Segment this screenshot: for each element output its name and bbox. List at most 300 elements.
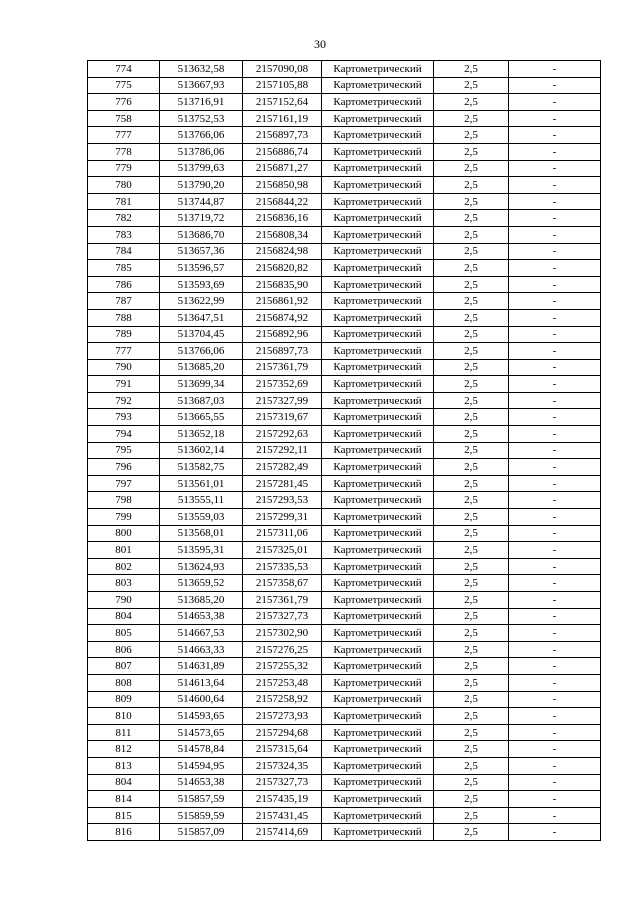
point-number-cell: 811 [88, 724, 160, 741]
y-coordinate-cell: 2157327,99 [243, 392, 322, 409]
note-cell: - [509, 276, 601, 293]
accuracy-cell: 2,5 [434, 392, 509, 409]
x-coordinate-cell: 513786,06 [160, 143, 243, 160]
accuracy-cell: 2,5 [434, 409, 509, 426]
x-coordinate-cell: 513704,45 [160, 326, 243, 343]
accuracy-cell: 2,5 [434, 724, 509, 741]
x-coordinate-cell: 514653,38 [160, 608, 243, 625]
y-coordinate-cell: 2157105,88 [243, 77, 322, 94]
method-cell: Картометрический [322, 210, 434, 227]
y-coordinate-cell: 2157152,64 [243, 94, 322, 111]
accuracy-cell: 2,5 [434, 260, 509, 277]
method-cell: Картометрический [322, 608, 434, 625]
method-cell: Картометрический [322, 459, 434, 476]
y-coordinate-cell: 2157324,35 [243, 757, 322, 774]
method-cell: Картометрический [322, 592, 434, 609]
x-coordinate-cell: 513686,70 [160, 226, 243, 243]
x-coordinate-cell: 513647,51 [160, 309, 243, 326]
note-cell: - [509, 160, 601, 177]
x-coordinate-cell: 513559,03 [160, 509, 243, 526]
accuracy-cell: 2,5 [434, 807, 509, 824]
accuracy-cell: 2,5 [434, 160, 509, 177]
table-row [88, 708, 601, 725]
y-coordinate-cell: 2157319,67 [243, 409, 322, 426]
note-cell: - [509, 426, 601, 443]
note-cell: - [509, 708, 601, 725]
y-coordinate-cell: 2156897,73 [243, 127, 322, 144]
accuracy-cell: 2,5 [434, 658, 509, 675]
accuracy-cell: 2,5 [434, 625, 509, 642]
note-cell: - [509, 94, 601, 111]
table-row [88, 326, 601, 343]
x-coordinate-cell: 515857,09 [160, 824, 243, 841]
note-cell: - [509, 210, 601, 227]
page-number: 30 [314, 37, 326, 51]
y-coordinate-cell: 2157090,08 [243, 61, 322, 78]
table-row [88, 442, 601, 459]
x-coordinate-cell: 513685,20 [160, 359, 243, 376]
y-coordinate-cell: 2157282,49 [243, 459, 322, 476]
note-cell: - [509, 143, 601, 160]
y-coordinate-cell: 2157253,48 [243, 674, 322, 691]
table-row [88, 492, 601, 509]
x-coordinate-cell: 514653,38 [160, 774, 243, 791]
y-coordinate-cell: 2156824,98 [243, 243, 322, 260]
method-cell: Картометрический [322, 426, 434, 443]
x-coordinate-cell: 514613,64 [160, 674, 243, 691]
coordinates-table [87, 60, 601, 841]
table-row [88, 575, 601, 592]
table-row [88, 359, 601, 376]
note-cell: - [509, 691, 601, 708]
accuracy-cell: 2,5 [434, 475, 509, 492]
point-number-cell: 784 [88, 243, 160, 260]
y-coordinate-cell: 2157293,53 [243, 492, 322, 509]
note-cell: - [509, 724, 601, 741]
y-coordinate-cell: 2157414,69 [243, 824, 322, 841]
table-row [88, 625, 601, 642]
table-row [88, 77, 601, 94]
point-number-cell: 794 [88, 426, 160, 443]
note-cell: - [509, 343, 601, 360]
method-cell: Картометрический [322, 260, 434, 277]
table-row [88, 459, 601, 476]
method-cell: Картометрический [322, 193, 434, 210]
note-cell: - [509, 575, 601, 592]
y-coordinate-cell: 2156892,96 [243, 326, 322, 343]
note-cell: - [509, 459, 601, 476]
x-coordinate-cell: 513632,58 [160, 61, 243, 78]
method-cell: Картометрический [322, 741, 434, 758]
table-row [88, 426, 601, 443]
y-coordinate-cell: 2157361,79 [243, 592, 322, 609]
note-cell: - [509, 392, 601, 409]
x-coordinate-cell: 514594,95 [160, 757, 243, 774]
y-coordinate-cell: 2157161,19 [243, 110, 322, 127]
point-number-cell: 816 [88, 824, 160, 841]
x-coordinate-cell: 514600,64 [160, 691, 243, 708]
x-coordinate-cell: 513582,75 [160, 459, 243, 476]
point-number-cell: 789 [88, 326, 160, 343]
accuracy-cell: 2,5 [434, 641, 509, 658]
note-cell: - [509, 509, 601, 526]
method-cell: Картометрический [322, 276, 434, 293]
x-coordinate-cell: 513657,36 [160, 243, 243, 260]
method-cell: Картометрический [322, 61, 434, 78]
method-cell: Картометрический [322, 110, 434, 127]
x-coordinate-cell: 513699,34 [160, 376, 243, 393]
y-coordinate-cell: 2157273,93 [243, 708, 322, 725]
note-cell: - [509, 741, 601, 758]
point-number-cell: 797 [88, 475, 160, 492]
point-number-cell: 802 [88, 558, 160, 575]
table-row [88, 309, 601, 326]
x-coordinate-cell: 514631,89 [160, 658, 243, 675]
y-coordinate-cell: 2157276,25 [243, 641, 322, 658]
table-row [88, 791, 601, 808]
table-row [88, 525, 601, 542]
point-number-cell: 798 [88, 492, 160, 509]
accuracy-cell: 2,5 [434, 558, 509, 575]
note-cell: - [509, 309, 601, 326]
table-row [88, 260, 601, 277]
accuracy-cell: 2,5 [434, 276, 509, 293]
note-cell: - [509, 592, 601, 609]
y-coordinate-cell: 2157352,69 [243, 376, 322, 393]
point-number-cell: 810 [88, 708, 160, 725]
note-cell: - [509, 774, 601, 791]
note-cell: - [509, 376, 601, 393]
accuracy-cell: 2,5 [434, 592, 509, 609]
y-coordinate-cell: 2157335,53 [243, 558, 322, 575]
y-coordinate-cell: 2157435,19 [243, 791, 322, 808]
y-coordinate-cell: 2157302,90 [243, 625, 322, 642]
note-cell: - [509, 110, 601, 127]
point-number-cell: 808 [88, 674, 160, 691]
method-cell: Картометрический [322, 127, 434, 144]
note-cell: - [509, 525, 601, 542]
accuracy-cell: 2,5 [434, 359, 509, 376]
table-row [88, 542, 601, 559]
x-coordinate-cell: 513568,01 [160, 525, 243, 542]
table-row [88, 724, 601, 741]
point-number-cell: 790 [88, 359, 160, 376]
point-number-cell: 795 [88, 442, 160, 459]
point-number-cell: 815 [88, 807, 160, 824]
method-cell: Картометрический [322, 226, 434, 243]
y-coordinate-cell: 2157311,06 [243, 525, 322, 542]
table-row [88, 824, 601, 841]
note-cell: - [509, 243, 601, 260]
note-cell: - [509, 127, 601, 144]
note-cell: - [509, 260, 601, 277]
x-coordinate-cell: 513766,06 [160, 343, 243, 360]
point-number-cell: 781 [88, 193, 160, 210]
x-coordinate-cell: 513593,69 [160, 276, 243, 293]
x-coordinate-cell: 514667,53 [160, 625, 243, 642]
accuracy-cell: 2,5 [434, 426, 509, 443]
table-row [88, 193, 601, 210]
y-coordinate-cell: 2157358,67 [243, 575, 322, 592]
table-row [88, 658, 601, 675]
table-row [88, 343, 601, 360]
x-coordinate-cell: 513799,63 [160, 160, 243, 177]
x-coordinate-cell: 513744,87 [160, 193, 243, 210]
note-cell: - [509, 641, 601, 658]
note-cell: - [509, 77, 601, 94]
point-number-cell: 788 [88, 309, 160, 326]
method-cell: Картометрический [322, 392, 434, 409]
table-row [88, 243, 601, 260]
note-cell: - [509, 409, 601, 426]
x-coordinate-cell: 513685,20 [160, 592, 243, 609]
note-cell: - [509, 293, 601, 310]
point-number-cell: 783 [88, 226, 160, 243]
table-row [88, 641, 601, 658]
method-cell: Картометрический [322, 708, 434, 725]
x-coordinate-cell: 513790,20 [160, 177, 243, 194]
note-cell: - [509, 193, 601, 210]
x-coordinate-cell: 513687,03 [160, 392, 243, 409]
note-cell: - [509, 359, 601, 376]
method-cell: Картометрический [322, 724, 434, 741]
accuracy-cell: 2,5 [434, 343, 509, 360]
x-coordinate-cell: 513595,31 [160, 542, 243, 559]
point-number-cell: 787 [88, 293, 160, 310]
point-number-cell: 804 [88, 608, 160, 625]
method-cell: Картометрический [322, 575, 434, 592]
x-coordinate-cell: 513622,99 [160, 293, 243, 310]
method-cell: Картометрический [322, 492, 434, 509]
y-coordinate-cell: 2156861,92 [243, 293, 322, 310]
table-row [88, 509, 601, 526]
accuracy-cell: 2,5 [434, 708, 509, 725]
accuracy-cell: 2,5 [434, 575, 509, 592]
method-cell: Картометрический [322, 343, 434, 360]
y-coordinate-cell: 2156886,74 [243, 143, 322, 160]
x-coordinate-cell: 515859,59 [160, 807, 243, 824]
accuracy-cell: 2,5 [434, 210, 509, 227]
y-coordinate-cell: 2157327,73 [243, 774, 322, 791]
table-row [88, 376, 601, 393]
point-number-cell: 775 [88, 77, 160, 94]
method-cell: Картометрический [322, 293, 434, 310]
method-cell: Картометрический [322, 791, 434, 808]
accuracy-cell: 2,5 [434, 127, 509, 144]
accuracy-cell: 2,5 [434, 193, 509, 210]
method-cell: Картометрический [322, 824, 434, 841]
table-row [88, 674, 601, 691]
point-number-cell: 777 [88, 127, 160, 144]
table-row [88, 741, 601, 758]
accuracy-cell: 2,5 [434, 774, 509, 791]
method-cell: Картометрический [322, 542, 434, 559]
x-coordinate-cell: 513752,53 [160, 110, 243, 127]
x-coordinate-cell: 513555,11 [160, 492, 243, 509]
table-row [88, 475, 601, 492]
point-number-cell: 782 [88, 210, 160, 227]
x-coordinate-cell: 514578,84 [160, 741, 243, 758]
method-cell: Картометрический [322, 409, 434, 426]
accuracy-cell: 2,5 [434, 326, 509, 343]
table-row [88, 558, 601, 575]
x-coordinate-cell: 513602,14 [160, 442, 243, 459]
x-coordinate-cell: 513766,06 [160, 127, 243, 144]
table-row [88, 691, 601, 708]
note-cell: - [509, 658, 601, 675]
method-cell: Картометрический [322, 143, 434, 160]
y-coordinate-cell: 2157431,45 [243, 807, 322, 824]
accuracy-cell: 2,5 [434, 757, 509, 774]
method-cell: Картометрический [322, 177, 434, 194]
note-cell: - [509, 492, 601, 509]
accuracy-cell: 2,5 [434, 608, 509, 625]
method-cell: Картометрический [322, 243, 434, 260]
table-row [88, 774, 601, 791]
note-cell: - [509, 674, 601, 691]
point-number-cell: 785 [88, 260, 160, 277]
y-coordinate-cell: 2156871,27 [243, 160, 322, 177]
method-cell: Картометрический [322, 77, 434, 94]
point-number-cell: 791 [88, 376, 160, 393]
point-number-cell: 812 [88, 741, 160, 758]
y-coordinate-cell: 2157294,68 [243, 724, 322, 741]
method-cell: Картометрический [322, 691, 434, 708]
accuracy-cell: 2,5 [434, 741, 509, 758]
table-row [88, 608, 601, 625]
x-coordinate-cell: 513667,93 [160, 77, 243, 94]
point-number-cell: 790 [88, 592, 160, 609]
table-row [88, 210, 601, 227]
y-coordinate-cell: 2157255,32 [243, 658, 322, 675]
note-cell: - [509, 542, 601, 559]
x-coordinate-cell: 513596,57 [160, 260, 243, 277]
accuracy-cell: 2,5 [434, 226, 509, 243]
coordinates-table-body [88, 61, 601, 841]
accuracy-cell: 2,5 [434, 492, 509, 509]
table-row [88, 276, 601, 293]
note-cell: - [509, 558, 601, 575]
x-coordinate-cell: 513719,72 [160, 210, 243, 227]
table-row [88, 392, 601, 409]
point-number-cell: 776 [88, 94, 160, 111]
note-cell: - [509, 824, 601, 841]
note-cell: - [509, 608, 601, 625]
point-number-cell: 806 [88, 641, 160, 658]
x-coordinate-cell: 513624,93 [160, 558, 243, 575]
method-cell: Картометрический [322, 774, 434, 791]
point-number-cell: 786 [88, 276, 160, 293]
y-coordinate-cell: 2156836,16 [243, 210, 322, 227]
note-cell: - [509, 177, 601, 194]
accuracy-cell: 2,5 [434, 509, 509, 526]
note-cell: - [509, 807, 601, 824]
point-number-cell: 796 [88, 459, 160, 476]
table-row [88, 61, 601, 78]
accuracy-cell: 2,5 [434, 110, 509, 127]
method-cell: Картометрический [322, 641, 434, 658]
method-cell: Картометрический [322, 326, 434, 343]
table-row [88, 94, 601, 111]
y-coordinate-cell: 2157315,64 [243, 741, 322, 758]
point-number-cell: 778 [88, 143, 160, 160]
y-coordinate-cell: 2156874,92 [243, 309, 322, 326]
method-cell: Картометрический [322, 658, 434, 675]
point-number-cell: 809 [88, 691, 160, 708]
method-cell: Картометрический [322, 309, 434, 326]
y-coordinate-cell: 2156808,34 [243, 226, 322, 243]
note-cell: - [509, 791, 601, 808]
accuracy-cell: 2,5 [434, 376, 509, 393]
method-cell: Картометрический [322, 625, 434, 642]
y-coordinate-cell: 2156844,22 [243, 193, 322, 210]
accuracy-cell: 2,5 [434, 293, 509, 310]
note-cell: - [509, 326, 601, 343]
point-number-cell: 793 [88, 409, 160, 426]
point-number-cell: 774 [88, 61, 160, 78]
y-coordinate-cell: 2156850,98 [243, 177, 322, 194]
table-row [88, 757, 601, 774]
method-cell: Картометрический [322, 442, 434, 459]
y-coordinate-cell: 2156835,90 [243, 276, 322, 293]
note-cell: - [509, 226, 601, 243]
y-coordinate-cell: 2157258,92 [243, 691, 322, 708]
point-number-cell: 780 [88, 177, 160, 194]
accuracy-cell: 2,5 [434, 691, 509, 708]
y-coordinate-cell: 2157299,31 [243, 509, 322, 526]
accuracy-cell: 2,5 [434, 177, 509, 194]
point-number-cell: 799 [88, 509, 160, 526]
point-number-cell: 805 [88, 625, 160, 642]
y-coordinate-cell: 2157325,01 [243, 542, 322, 559]
x-coordinate-cell: 514593,65 [160, 708, 243, 725]
method-cell: Картометрический [322, 558, 434, 575]
accuracy-cell: 2,5 [434, 542, 509, 559]
note-cell: - [509, 61, 601, 78]
x-coordinate-cell: 514573,65 [160, 724, 243, 741]
note-cell: - [509, 625, 601, 642]
table-row [88, 177, 601, 194]
note-cell: - [509, 757, 601, 774]
accuracy-cell: 2,5 [434, 525, 509, 542]
table-row [88, 110, 601, 127]
method-cell: Картометрический [322, 509, 434, 526]
table-row [88, 127, 601, 144]
method-cell: Картометрический [322, 807, 434, 824]
accuracy-cell: 2,5 [434, 143, 509, 160]
point-number-cell: 777 [88, 343, 160, 360]
accuracy-cell: 2,5 [434, 442, 509, 459]
method-cell: Картометрический [322, 94, 434, 111]
table-row [88, 143, 601, 160]
point-number-cell: 807 [88, 658, 160, 675]
accuracy-cell: 2,5 [434, 824, 509, 841]
x-coordinate-cell: 514663,33 [160, 641, 243, 658]
accuracy-cell: 2,5 [434, 459, 509, 476]
accuracy-cell: 2,5 [434, 61, 509, 78]
table-row [88, 409, 601, 426]
y-coordinate-cell: 2157292,11 [243, 442, 322, 459]
method-cell: Картометрический [322, 160, 434, 177]
accuracy-cell: 2,5 [434, 243, 509, 260]
note-cell: - [509, 475, 601, 492]
point-number-cell: 792 [88, 392, 160, 409]
x-coordinate-cell: 513652,18 [160, 426, 243, 443]
table-row [88, 592, 601, 609]
method-cell: Картометрический [322, 376, 434, 393]
accuracy-cell: 2,5 [434, 77, 509, 94]
accuracy-cell: 2,5 [434, 674, 509, 691]
